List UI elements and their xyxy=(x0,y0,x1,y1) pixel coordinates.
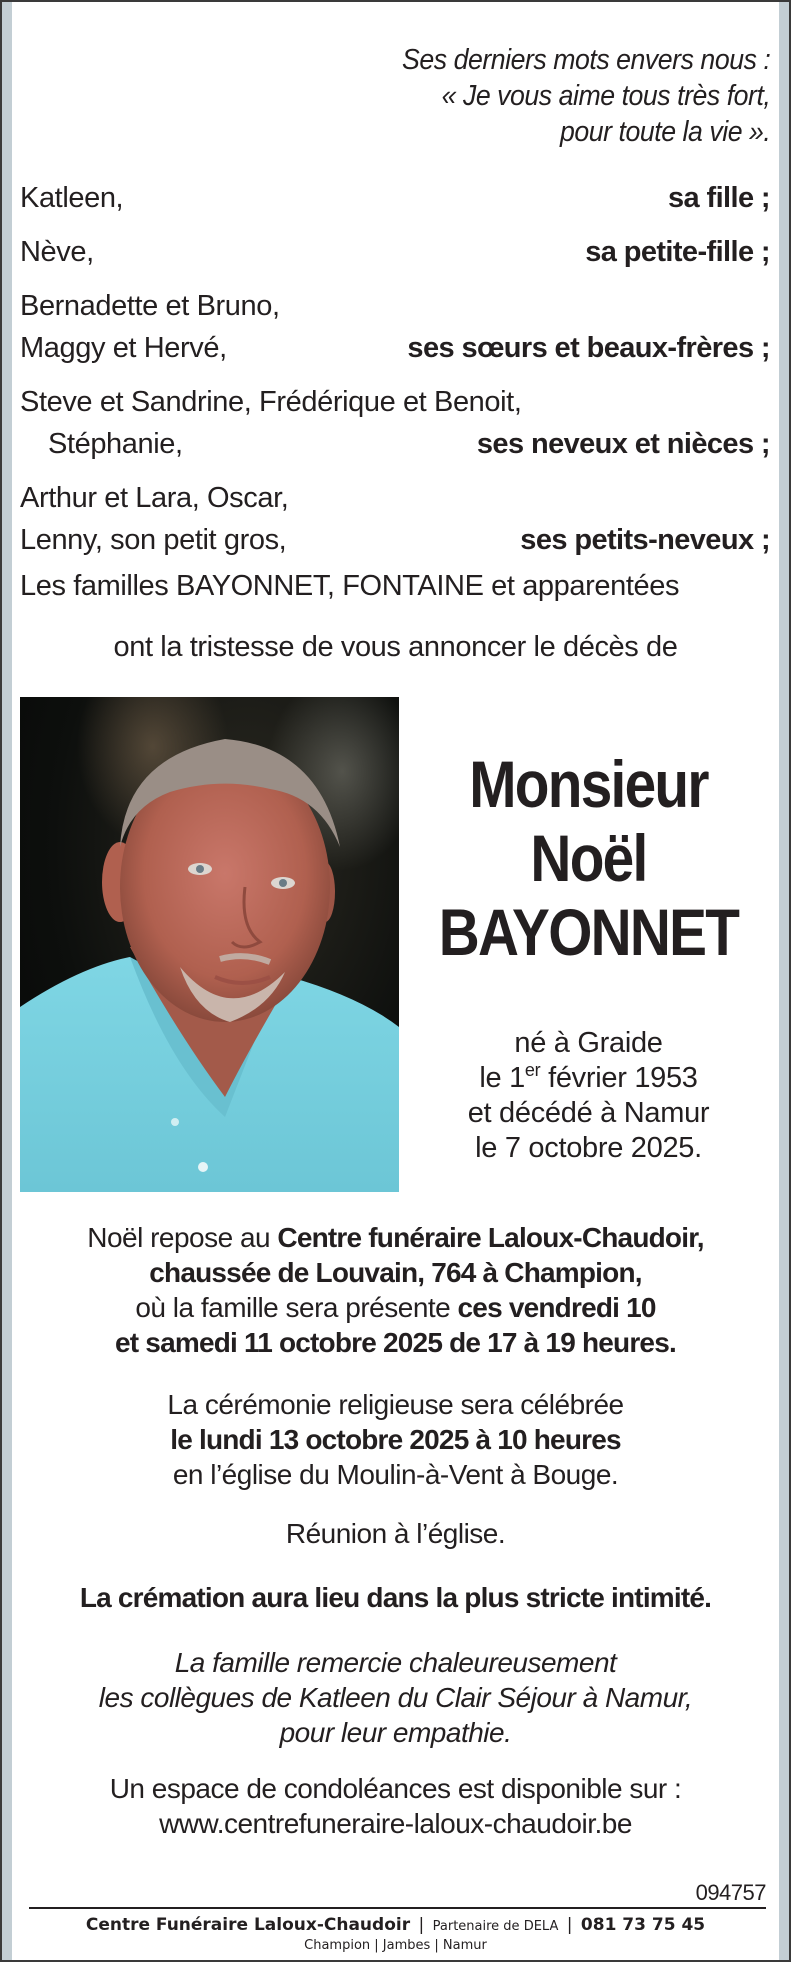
family-row xyxy=(20,180,770,216)
family-names: Lenny, son petit gros, xyxy=(20,524,287,556)
family-names: Maggy et Hervé, xyxy=(20,332,227,364)
footer-phone: 081 73 75 45 xyxy=(580,1915,706,1935)
ceremony-info xyxy=(12,1387,779,1492)
quote-line: « Je vous aime tous très fort, xyxy=(441,80,770,112)
thanks-line: les collègues de Katleen du Clair Séjour à Namur, xyxy=(98,1682,693,1713)
condolences-text: Un espace de condoléances est disponible sur : xyxy=(109,1773,682,1804)
visitation-line xyxy=(12,1325,779,1360)
footer-separator: | xyxy=(566,1915,573,1935)
visitation-text: Noël repose au xyxy=(87,1222,278,1253)
thanks-line: La famille remercie chaleureusement xyxy=(174,1647,617,1678)
family-names: Nève, xyxy=(20,236,94,268)
ceremony-line: La cérémonie religieuse sera célébrée xyxy=(167,1389,624,1420)
condolences-info xyxy=(12,1771,779,1841)
family-row xyxy=(20,568,770,604)
family-row xyxy=(20,234,770,270)
quote-line: pour toute la vie ». xyxy=(559,116,770,148)
family-row xyxy=(20,384,770,420)
family-relation: sa petite-fille ; xyxy=(585,236,770,268)
birth-date-ordinal: er xyxy=(524,1060,541,1081)
visitation-info xyxy=(12,1220,779,1360)
family-row xyxy=(20,288,770,324)
visitation-dates: ces vendredi 10 xyxy=(457,1292,656,1323)
thanks-line: pour leur empathie. xyxy=(279,1717,512,1748)
family-relation: ses sœurs et beaux-frères ; xyxy=(407,332,770,364)
funeral-home-name: Centre funéraire Laloux-Chaudoir, xyxy=(277,1222,704,1253)
visitation-line xyxy=(12,1255,779,1290)
ceremony-place: en l’église du Moulin-à-Vent à Bouge. xyxy=(172,1459,619,1490)
reunion-text: Réunion à l’église. xyxy=(285,1518,506,1549)
deceased-title: Monsieur xyxy=(469,747,708,821)
ceremony-date xyxy=(12,1422,779,1457)
family-names: Stéphanie, xyxy=(48,428,183,460)
death-place: et décédé à Namur xyxy=(467,1097,710,1129)
quote-line: Ses derniers mots envers nous : xyxy=(401,44,770,76)
deceased-last-name: BAYONNET xyxy=(438,895,739,969)
condolences-url[interactable]: www.centrefuneraire-laloux-chaudoir.be xyxy=(159,1808,632,1839)
family-row xyxy=(20,522,770,558)
footer-locations: Champion | Jambes | Namur xyxy=(304,1938,487,1953)
birth-date xyxy=(407,1061,770,1096)
footer-company: Centre Funéraire Laloux-Chaudoir xyxy=(85,1915,411,1935)
visitation-hours: et samedi 11 octobre 2025 de 17 à 19 heures. xyxy=(115,1327,676,1358)
deceased-first-name: Noël xyxy=(530,821,647,895)
reference-number: 094757 xyxy=(695,1880,766,1905)
obituary-page xyxy=(12,2,779,1960)
life-dates xyxy=(407,1026,770,1166)
visitation-line xyxy=(12,1220,779,1255)
family-relation: ses neveux et nièces ; xyxy=(476,428,770,460)
family-names: Katleen, xyxy=(20,182,124,214)
family-relation: ses petits-neveux ; xyxy=(520,524,770,556)
family-row xyxy=(20,480,770,516)
portrait-photo xyxy=(20,697,399,1192)
family-names: Arthur et Lara, Oscar, xyxy=(20,482,289,514)
cremation-notice xyxy=(12,1580,779,1615)
announcement-text: ont la tristesse de vous annoncer le décès de xyxy=(113,631,678,663)
birth-place: né à Graide xyxy=(514,1027,663,1059)
visitation-text: où la famille sera présente xyxy=(135,1292,458,1323)
deceased-name xyxy=(432,747,744,969)
family-names: Les familles BAYONNET, FONTAINE et apparentées xyxy=(20,570,680,602)
family-row xyxy=(20,330,770,366)
footer-main xyxy=(12,1913,779,1939)
ceremony-date-text: le lundi 13 octobre 2025 à 10 heures xyxy=(170,1424,621,1455)
cremation-text: La crémation aura lieu dans la plus stricte intimité. xyxy=(79,1582,712,1613)
last-words-quote xyxy=(402,42,770,150)
footer-separator: | xyxy=(418,1915,425,1935)
thanks-message xyxy=(12,1645,779,1750)
birth-date-rest: février 1953 xyxy=(540,1062,698,1094)
visitation-line xyxy=(12,1290,779,1325)
footer-divider xyxy=(29,1907,766,1909)
family-row xyxy=(20,426,770,462)
portrait-illustration xyxy=(20,697,399,1192)
family-names: Bernadette et Bruno, xyxy=(20,290,280,322)
family-names: Steve et Sandrine, Frédérique et Benoit, xyxy=(20,386,522,418)
birth-date-prefix: le 1 xyxy=(479,1062,525,1094)
footer-partner: Partenaire de DELA xyxy=(432,1919,559,1934)
family-relation: sa fille ; xyxy=(668,182,770,214)
funeral-home-address: chaussée de Louvain, 764 à Champion, xyxy=(149,1257,642,1288)
death-date: le 7 octobre 2025. xyxy=(475,1132,702,1164)
